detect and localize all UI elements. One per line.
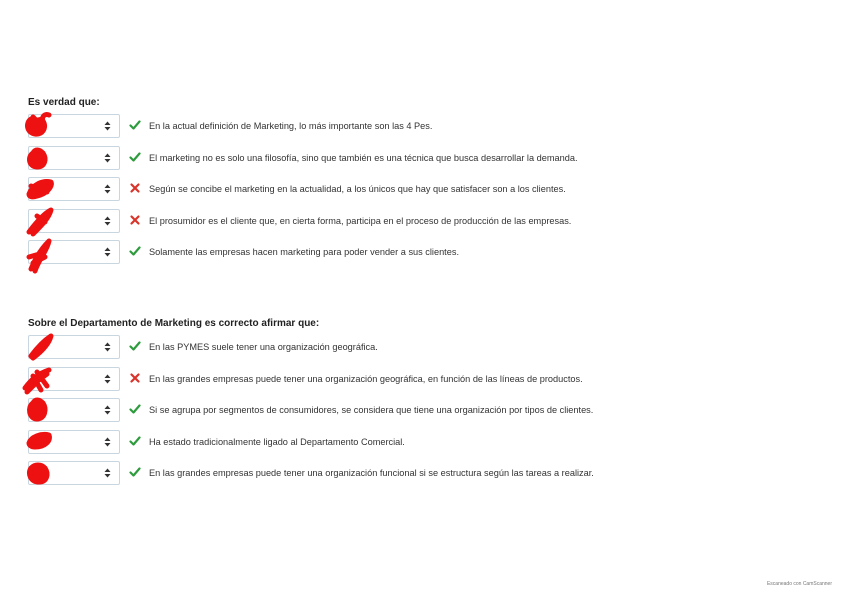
statement-text: En las grandes empresas puede tener una organización geográfica, en función de las líneas de productos. [149, 373, 583, 384]
sort-caret-icon [104, 120, 111, 132]
section-title: Es verdad que: [28, 97, 100, 108]
answer-row [28, 114, 828, 140]
answer-row [28, 177, 828, 203]
cross-icon [129, 372, 141, 384]
check-icon [129, 403, 141, 415]
check-icon [129, 435, 141, 447]
sort-caret-icon [104, 215, 111, 227]
section-departamento-marketing [28, 317, 828, 493]
answer-select[interactable] [28, 146, 120, 170]
answer-row [28, 430, 828, 456]
check-icon [129, 245, 141, 257]
answer-row [28, 335, 828, 361]
statement-text: Solamente las empresas hacen marketing para poder vender a sus clientes. [149, 247, 459, 257]
sort-caret-icon [104, 246, 111, 258]
section-es-verdad [28, 96, 828, 272]
answer-select[interactable] [28, 209, 120, 233]
answer-select[interactable] [28, 177, 120, 201]
cross-icon [129, 214, 141, 226]
sort-caret-icon [104, 152, 111, 164]
sort-caret-icon [104, 436, 111, 448]
sort-caret-icon [104, 467, 111, 479]
red-scribble-redaction [23, 362, 59, 398]
red-scribble-redaction [23, 141, 59, 177]
answer-row [28, 240, 828, 266]
check-icon [129, 119, 141, 131]
red-scribble-redaction [23, 425, 59, 461]
statement-text: El marketing no es solo una filosofía, sino que también es una técnica que busca desarrollar la demanda. [149, 152, 578, 163]
section-title: Sobre el Departamento de Marketing es correcto afirmar que: [28, 318, 320, 329]
answer-select[interactable] [28, 367, 120, 391]
answer-row [28, 398, 828, 424]
answer-select[interactable] [28, 398, 120, 422]
red-scribble-redaction [23, 235, 59, 271]
check-icon [129, 466, 141, 478]
answer-row [28, 209, 828, 235]
answer-select[interactable] [28, 335, 120, 359]
statement-text: El prosumidor es el cliente que, en cierta forma, participa en el proceso de producción de las empresas. [149, 215, 572, 226]
answer-row [28, 461, 828, 487]
answer-row [28, 367, 828, 393]
statement-text: En las PYMES suele tener una organización geográfica. [149, 342, 378, 352]
red-scribble-redaction [23, 456, 59, 492]
statement-text: En la actual definición de Marketing, lo más importante son las 4 Pes. [149, 121, 433, 131]
sort-caret-icon [104, 404, 111, 416]
answer-row [28, 146, 828, 172]
statement-text: Ha estado tradicionalmente ligado al Departamento Comercial. [149, 436, 405, 447]
answer-select[interactable] [28, 461, 120, 485]
sort-caret-icon [104, 183, 111, 195]
answer-select[interactable] [28, 114, 120, 138]
red-scribble-redaction [23, 172, 59, 208]
red-scribble-redaction [23, 109, 59, 145]
red-scribble-redaction [23, 204, 59, 240]
check-icon [129, 340, 141, 352]
answer-select[interactable] [28, 430, 120, 454]
cross-icon [129, 182, 141, 194]
answer-select[interactable] [28, 240, 120, 264]
red-scribble-redaction [23, 393, 59, 429]
sort-caret-icon [104, 341, 111, 353]
statement-text: En las grandes empresas puede tener una organización funcional si se estructura según las tareas a realizar. [149, 468, 594, 478]
scanner-watermark: Escaneado con CamScanner [766, 581, 832, 587]
check-icon [129, 151, 141, 163]
red-scribble-redaction [23, 330, 59, 366]
sort-caret-icon [104, 373, 111, 385]
statement-text: Si se agrupa por segmentos de consumidores, se considera que tiene una organización por tipos de clientes. [149, 405, 594, 415]
statement-text: Según se concibe el marketing en la actualidad, a los únicos que hay que satisfacer son a los clientes. [149, 184, 566, 194]
